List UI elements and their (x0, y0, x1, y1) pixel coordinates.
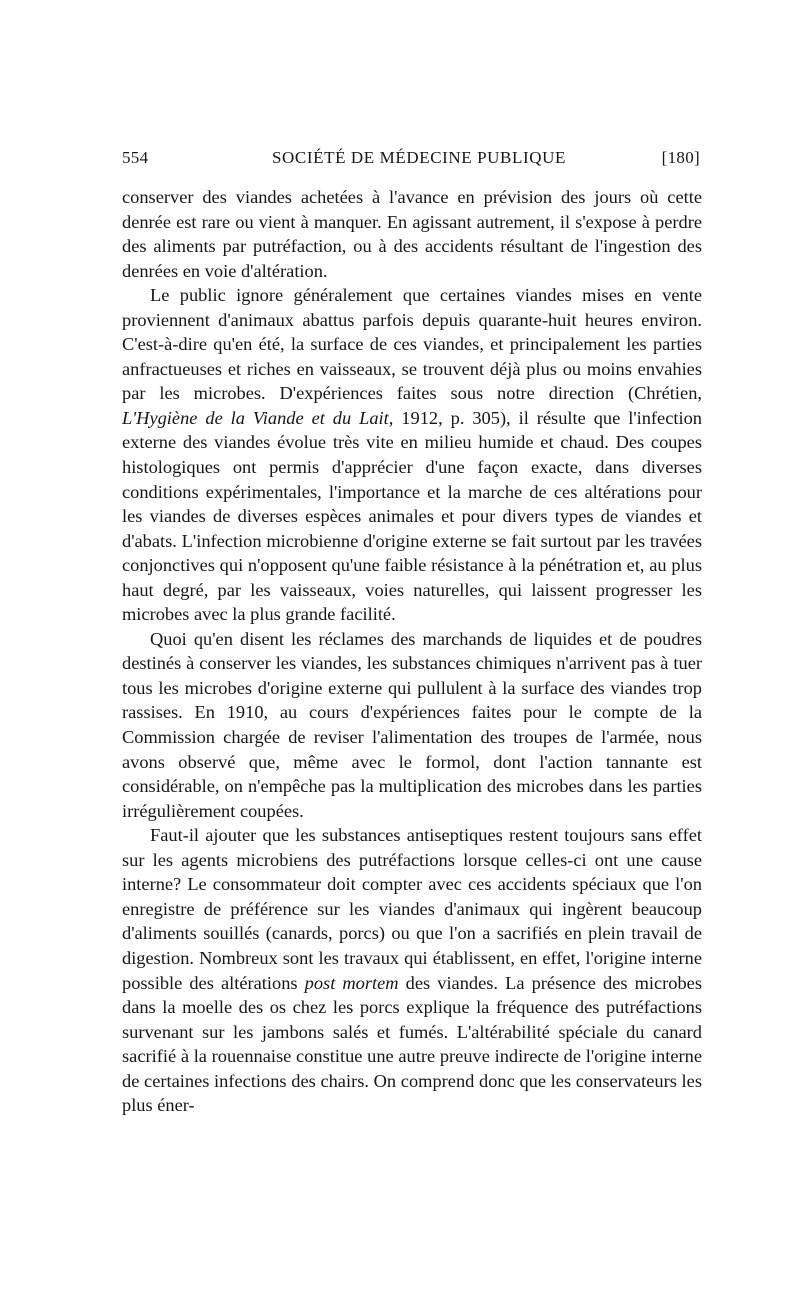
paragraph-1-text: conserver des viandes achetées à l'avance en prévision des jours où cette denrée est rare ou vient à manquer. En agissant autrement, il s'expose à perdre des aliments par putréfaction, ou à des accidents résultant de l'ingestion des denrées en voie d'altération. (122, 187, 702, 281)
paragraph-4 (122, 823, 702, 1118)
book-title-citation: L'Hygiène de la Viande et du Lait (122, 407, 389, 428)
paragraph-2-text-a: Le public ignore généralement que certaines viandes mises en vente proviennent d'animaux abattus parfois depuis quarante-huit heures environ. C'est-à-dire qu'en été, la surface de ces viandes, et principalement les parties anfractueuses et riches en vaisseaux, se trouvent déjà plus ou moins envahies par les microbes. D'expériences faites sous notre direction (Chrétien, (122, 285, 702, 404)
page-number: 554 (122, 148, 149, 167)
running-title: SOCIÉTÉ DE MÉDECINE PUBLIQUE (272, 148, 566, 167)
paragraph-2-text-b: , 1912, p. 305), il résulte que l'infection externe des viandes évolue très vite en milieu humide et chaud. Des coupes histologiques ont permis d'apprécier d'une façon exacte, dans diverses conditions expérimentales, l'importance et la marche de ces altérations pour les viandes de diverses espèces animales et pour divers types de viandes et d'abats. L'infection microbienne d'origine externe se fait surtout par les travées conjonctives qui n'opposent qu'une faible résistance à la pénétration et, au plus haut degré, par les vaisseaux, voies naturelles, qui laissent progresser les microbes avec la plus grande facilité. (122, 407, 702, 625)
body-text (122, 185, 702, 1118)
paragraph-4-text-b: des viandes. La présence des microbes dans la moelle des os chez les porcs explique la fréquence des putréfactions survenant sur les jambons salés et fumés. L'altérabilité spéciale du canard sacrifié à la rouennaise constitue une autre preuve indirecte de l'origine interne de certaines infections des chairs. On comprend donc que les conservateurs les plus éner- (122, 972, 702, 1116)
running-header (122, 148, 700, 174)
paragraph-4-text-a: Faut-il ajouter que les substances antiseptiques restent toujours sans effet sur les agents microbiens des putréfactions lorsque celles-ci ont une cause interne? Le consommateur doit compter avec ces accidents spéciaux que l'on enregistre de préférence sur les viandes d'animaux qui ingèrent beaucoup d'aliments souillés (canards, porcs) ou que l'on a sacrifiés en plein travail de digestion. Nombreux sont les travaux qui établissent, en effet, l'origine interne possible des altérations (122, 825, 702, 993)
bracket-number: [180] (661, 148, 700, 167)
paragraph-2 (122, 283, 702, 627)
paragraph-3-text: Quoi qu'en disent les réclames des marchands de liquides et de poudres destinés à conserver les viandes, les substances chimiques n'arrivent pas à tuer tous les microbes d'origine externe qui pullulent à la surface des viandes trop rassises. En 1910, au cours d'expériences faites pour le compte de la Commission chargée de reviser l'alimentation des troupes de l'armée, nous avons observé que, même avec le formol, dont l'action tannante est considérable, on n'empêche pas la multiplication des microbes dans les parties irrégulièrement coupées. (122, 628, 702, 821)
latin-term: post mortem (304, 972, 399, 993)
paragraph-1 (122, 185, 702, 283)
paragraph-3 (122, 627, 702, 823)
